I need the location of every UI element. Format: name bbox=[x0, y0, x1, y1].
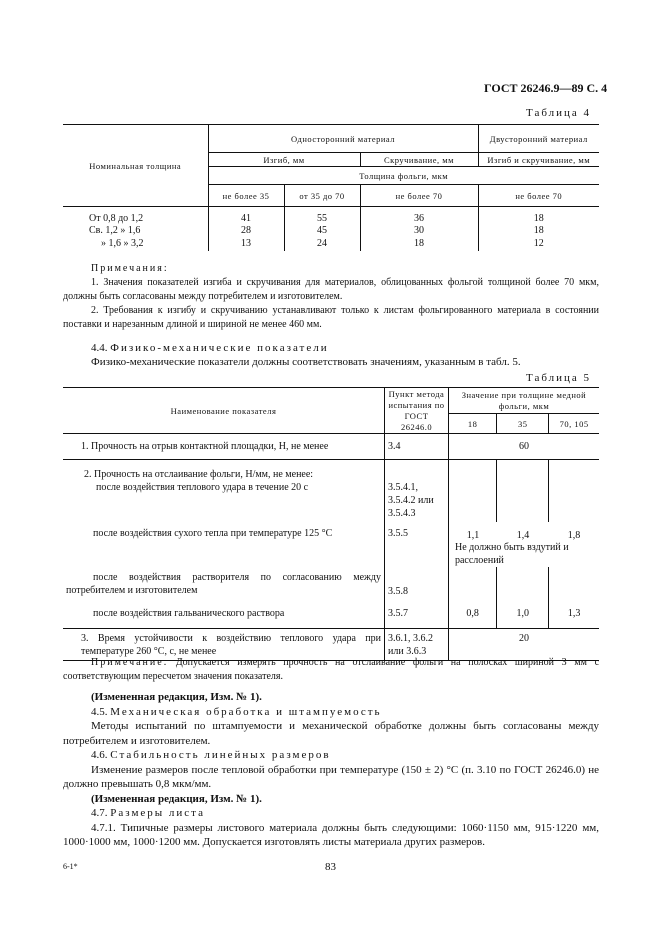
footer-left: 6-1* bbox=[63, 862, 78, 871]
section-4-7-1-text: Типичные размеры листового материала должны быть следующими: 1060·1150 мм, 915·1220 мм, 1000·1000 мм, 1000·1200 мм. Допускается изготовлять листы материала других размеров. bbox=[63, 821, 599, 848]
table4-caption: Таблица 4 bbox=[526, 107, 592, 119]
table5-r1-method: 3.4 bbox=[385, 434, 449, 460]
note5-text: Допускается измерять прочность на отслаивание фольги на полосках шириной 3 мм с соответствующим пересчетом значения показателя. bbox=[63, 657, 600, 682]
notes4-note1: 1. Значения показателей изгиба и скручивания для материалов, облицованных фольгой толщиной более 70 мкм, должны быть согласованы между потребителем и изготовителем. bbox=[63, 277, 599, 302]
table5-sub: 18 bbox=[448, 414, 496, 434]
table5-r1-name: 1. Прочность на отрыв контактной площадки, Н, не менее bbox=[81, 441, 329, 452]
section-4-6-num: 4.6. bbox=[91, 749, 108, 761]
table5-r2c-method: 3.5.8 bbox=[385, 567, 449, 599]
table5-r2d-method: 3.5.7 bbox=[385, 599, 449, 629]
sections-4-5-to-4-7 bbox=[63, 690, 599, 850]
table5-col-value: Значение при толщине медной фольги, мкм bbox=[448, 388, 599, 414]
table4 bbox=[63, 124, 599, 251]
section-4-5-text: Методы испытаний по штампуемости и механической обработке должны быть согласованы между потребителем и изготовителем. bbox=[63, 720, 599, 747]
table4-cell: 45 bbox=[284, 225, 360, 237]
table4-cell: 36 bbox=[360, 213, 478, 225]
table5-r2-note: Не должно быть вздутий и расслоений bbox=[454, 541, 569, 566]
table5-col-method: Пункт метода испытания по ГОСТ 26246.0 bbox=[385, 388, 449, 434]
section-4-7-num: 4.7. bbox=[91, 807, 108, 819]
table-row bbox=[63, 434, 599, 460]
table4-sub: не более 70 bbox=[360, 185, 478, 207]
table5-r2a-name: после воздействия теплового удара в течение 20 с bbox=[96, 482, 309, 493]
page-header: ГОСТ 26246.9—89 С. 4 bbox=[484, 81, 608, 95]
notes4 bbox=[63, 262, 599, 332]
table5-r2d-value: 0,8 bbox=[448, 599, 496, 629]
table4-cell: 18 bbox=[360, 237, 478, 251]
section-4-4-num: 4.4. bbox=[91, 342, 108, 354]
table4-thickness: От 0,8 до 1,2 bbox=[89, 213, 144, 224]
table5-r2c-name: после воздействия растворителя по согласованию между потребителем и изготовителем bbox=[66, 571, 382, 596]
table5-caption: Таблица 5 bbox=[526, 372, 592, 384]
section-4-6-text: Изменение размеров после тепловой обработки при температуре (150 ± 2) °С (п. 3.10 по ГОСТ 26246.0) не должно превышать 0,8 мкм/мм. bbox=[63, 763, 599, 790]
section-4-5-title: Механическая обработка и штампуемость bbox=[110, 705, 382, 718]
table5-r2b-method: 3.5.5 bbox=[385, 522, 449, 567]
table4-cell: 30 bbox=[360, 225, 478, 237]
table4-cell: 41 bbox=[208, 213, 284, 225]
table4-cell: 13 bbox=[208, 237, 284, 251]
table4-cell: 55 bbox=[284, 213, 360, 225]
table4-one-sided: Односторонний материал bbox=[208, 125, 478, 153]
table-row bbox=[63, 567, 599, 599]
page-number: 83 bbox=[325, 861, 336, 873]
table5-sub: 70, 105 bbox=[549, 414, 599, 434]
table4-foil-thickness: Толщина фольги, мкм bbox=[208, 167, 599, 185]
table4-bend: Изгиб, мм bbox=[208, 153, 360, 167]
table5-r3-value: 20 bbox=[448, 629, 599, 661]
table4-cell: 18 bbox=[478, 225, 599, 237]
table4-two-sided: Двусторонний материал bbox=[478, 125, 599, 153]
table5-r2d-name: после воздействия гальванического раствора bbox=[93, 607, 285, 619]
table-row bbox=[63, 460, 599, 522]
table5-sub: 35 bbox=[497, 414, 549, 434]
table5-r2-value: 1,1 bbox=[466, 529, 480, 541]
section-4-4-title: Физико-механические показатели bbox=[110, 342, 329, 354]
table5-r2d-value: 1,0 bbox=[497, 599, 549, 629]
table5-r2-name: 2. Прочность на отслаивание фольги, Н/мм, не менее: bbox=[84, 469, 314, 480]
table5-r2a-method: 3.5.4.1, 3.5.4.2 или 3.5.4.3 bbox=[385, 460, 449, 522]
note5-label: Примечание. bbox=[91, 657, 169, 668]
table4-sub: не более 70 bbox=[478, 185, 599, 207]
table5-r3-name: 3. Время устойчивости к воздействию теплового удара при температуре 260 °С, с, не менее bbox=[81, 632, 382, 657]
section-4-6-title: Стабильность линейных размеров bbox=[110, 749, 331, 761]
notes4-title: Примечания: bbox=[91, 263, 169, 274]
table4-sub: не более 35 bbox=[208, 185, 284, 207]
table5-r2-value: 1,8 bbox=[567, 529, 581, 541]
table5-r1-value: 60 bbox=[448, 434, 599, 460]
table5-r2b-name: после воздействия сухого тепла при температуре 125 °С bbox=[93, 527, 333, 539]
table4-cell: 18 bbox=[478, 213, 599, 225]
section-4-5-num: 4.5. bbox=[91, 705, 108, 718]
section-4-7-title: Размеры листа bbox=[110, 807, 206, 819]
table4-cell: 12 bbox=[478, 237, 599, 251]
table4-twist: Скручивание, мм bbox=[360, 153, 478, 167]
table4-thickness: Св. 1,2 » 1,6 bbox=[89, 225, 141, 236]
table5-col-name: Наименование показателя bbox=[63, 388, 385, 434]
table5-r2-value: 1,4 bbox=[516, 529, 530, 541]
table-row bbox=[63, 225, 599, 237]
table4-bend-twist: Изгиб и скручивание, мм bbox=[478, 153, 599, 167]
note5 bbox=[63, 656, 599, 684]
table4-thickness: » 1,6 » 3,2 bbox=[101, 238, 144, 249]
table-row bbox=[63, 213, 599, 225]
table5-r3-method: 3.6.1, 3.6.2 или 3.6.3 bbox=[385, 629, 449, 661]
edit-note: (Измененная редакция, Изм. № 1). bbox=[91, 691, 262, 703]
table-row bbox=[63, 599, 599, 629]
table-row bbox=[63, 237, 599, 251]
section-4-4 bbox=[63, 341, 599, 369]
table4-sub: от 35 до 70 bbox=[284, 185, 360, 207]
table5-r2d-value: 1,3 bbox=[549, 599, 599, 629]
edit-note: (Измененная редакция, Изм. № 1). bbox=[91, 792, 262, 805]
section-4-4-text: Физико-механические показатели должны соответствовать значениям, указанным в табл. 5. bbox=[91, 356, 521, 368]
table4-cell: 24 bbox=[284, 237, 360, 251]
table4-col-nominal: Номинальная толщина bbox=[63, 125, 208, 207]
notes4-note2: 2. Требования к изгибу и скручиванию устанавливают только к листам фольгированного материала в состоянии поставки и нарезанным длиной и шириной не менее 460 мм. bbox=[63, 305, 599, 330]
section-4-7-1-num: 4.7.1. bbox=[91, 821, 116, 834]
table4-cell: 28 bbox=[208, 225, 284, 237]
table5 bbox=[63, 387, 599, 661]
table-row bbox=[63, 522, 599, 567]
